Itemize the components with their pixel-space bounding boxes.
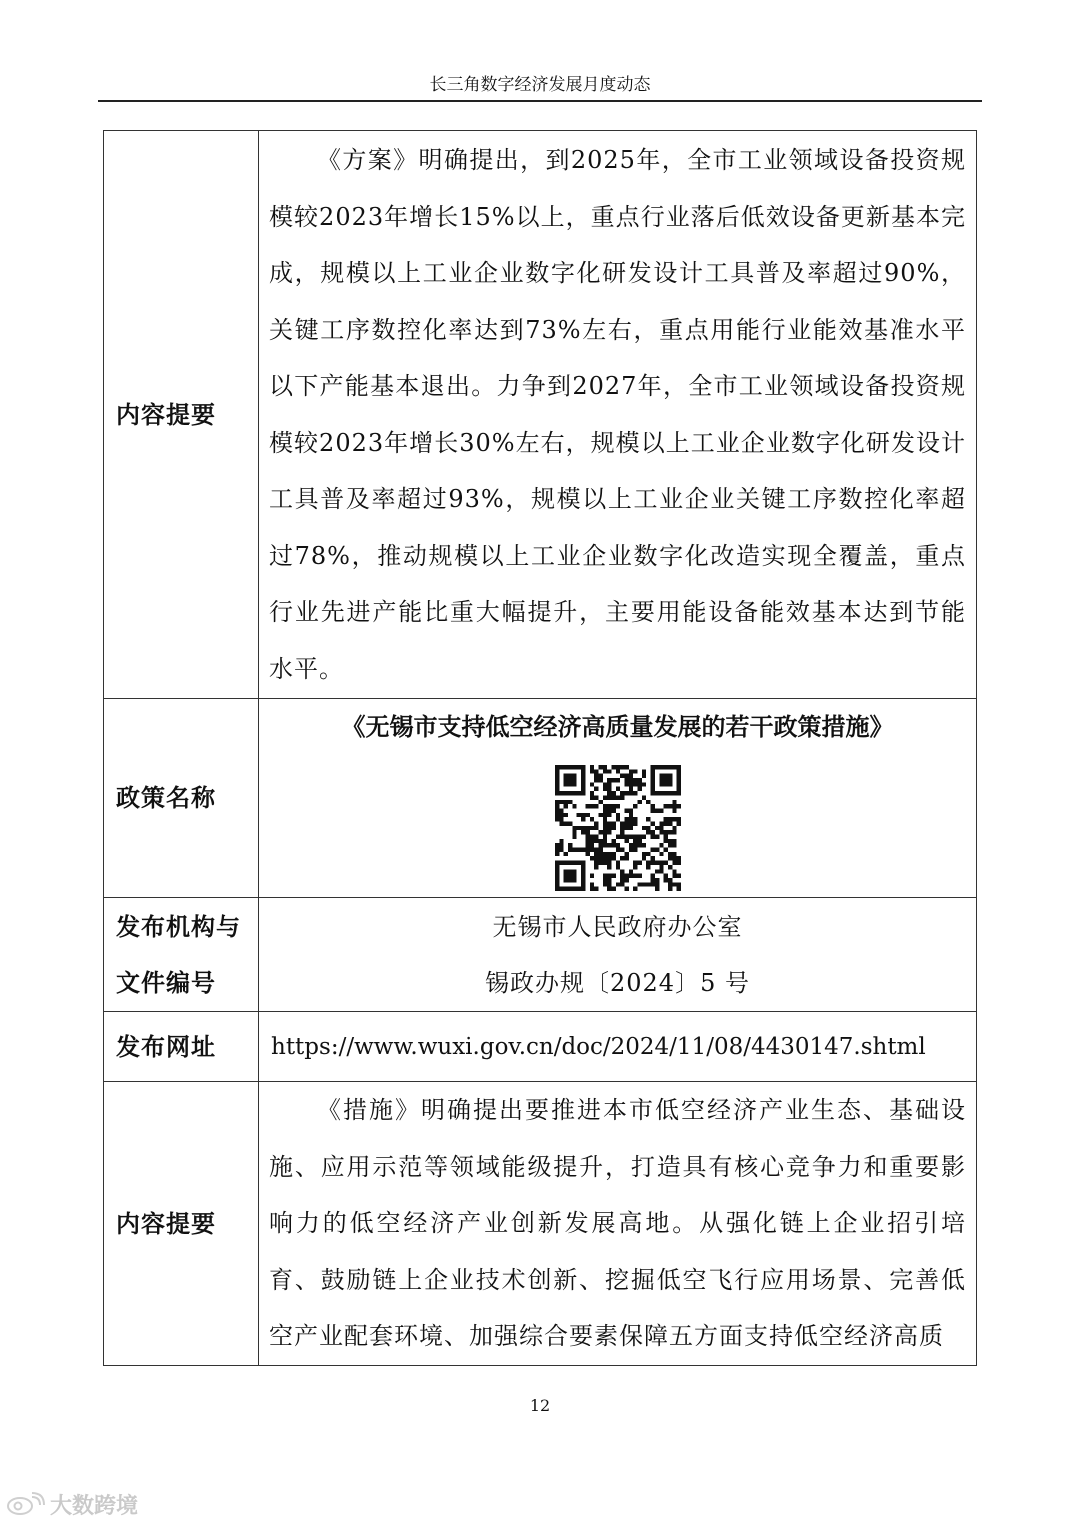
policy-table [103,130,977,1366]
qr-code-icon[interactable] [555,765,681,891]
row-label [104,898,259,1012]
content-cell [259,1012,977,1082]
weibo-logo-icon [6,1491,46,1517]
table-row [104,699,977,898]
table-row [104,898,977,1012]
label-line: 文件编号 [116,968,216,997]
table-row [104,1082,977,1366]
row-label: 内容提要 [104,1082,259,1366]
summary-text: 《方案》明确提出，到2025年，全市工业领域设备投资规模较2023年增长15%以上，重点行业落后低效设备更新基本完成，规模以上工业企业数字化研发设计工具普及率超过90%，关键工序数控化率达到73%左右，重点用能行业能效基准水平以下产能基本退出。力争到2027年，全市工业领域设备投资规模较2023年增长30%左右，规模以上工业企业数字化研发设计工具普及率超过93%，规模以上工业企业关键工序数控化率超过78%，推动规模以上工业企业数字化改造实现全覆盖，重点行业先进产能比重大幅提升，主要用能设备能效基本达到节能水平。 [269,146,966,683]
issuing-org: 无锡市人民政府办公室 [492,912,743,941]
content-cell [259,699,977,898]
table-row [104,131,977,699]
summary-text: 《措施》明确提出要推进本市低空经济产业生态、基础设施、应用示范等领域能级提升，打造具有核心竞争力和重要影响力的低空经济产业创新发展高地。从强化链上企业招引培育、鼓励链上企业技术创新、挖掘低空飞行应用场景、完善低空产业配套环境、加强综合要素保障五方面支持低空经济高质 [269,1096,966,1351]
row-label: 政策名称 [104,699,259,898]
policy-title: 《无锡市支持低空经济高质量发展的若干政策措施》 [341,713,894,741]
content-cell [259,898,977,1012]
label-line: 发布机构与 [116,912,241,941]
publication-url[interactable]: https://www.wuxi.gov.cn/doc/2024/11/08/4430147.shtml [271,1033,926,1060]
content-cell [259,1082,977,1366]
page-header [98,70,982,102]
page-number: 12 [529,1396,551,1415]
row-label: 发布网址 [104,1012,259,1082]
document-number: 锡政办规〔2024〕5 号 [485,968,750,997]
header-title: 长三角数字经济发展月度动态 [429,75,651,95]
table-row [104,1012,977,1082]
row-label: 内容提要 [104,131,259,699]
content-cell [259,131,977,699]
watermark [6,1488,138,1520]
watermark-text: 大数跨境 [50,1493,139,1519]
